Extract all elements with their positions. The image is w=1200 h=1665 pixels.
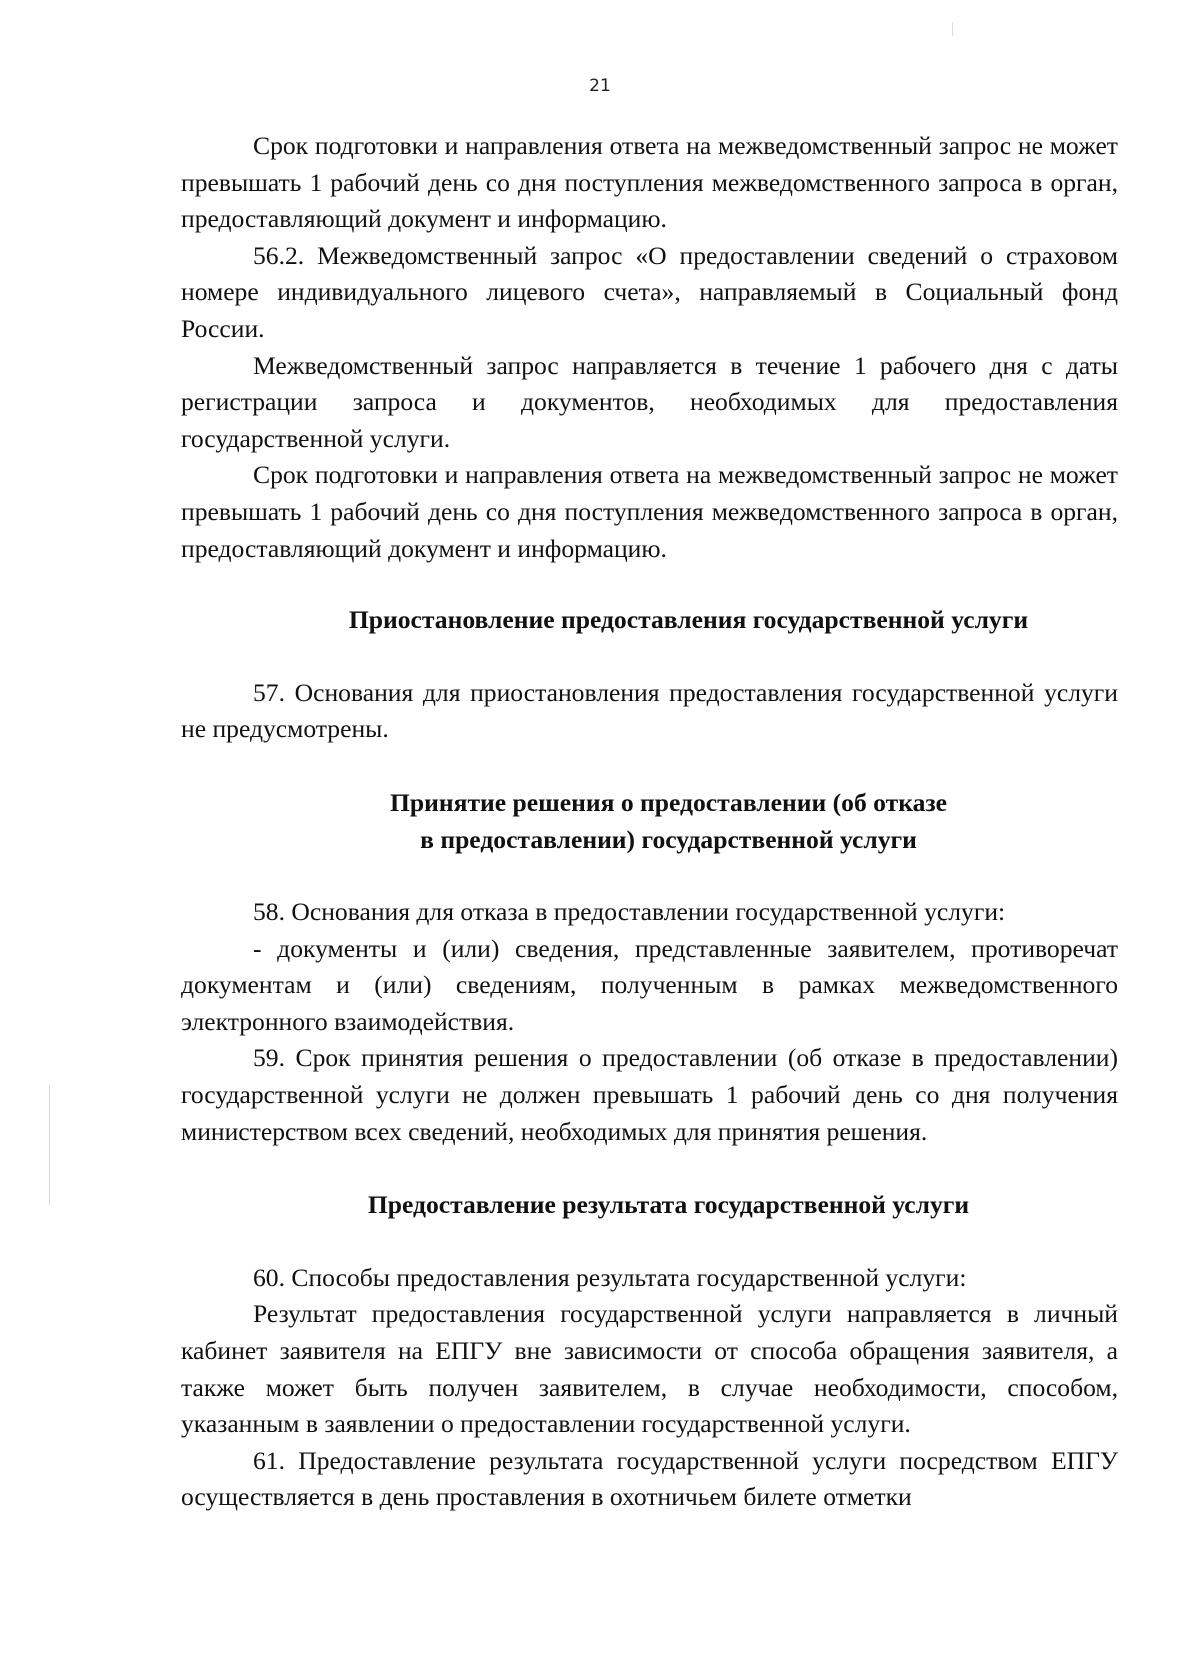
- paragraph-57: 57. Основания для приостановления предоставления государственной услуги не предусмотрены.: [181, 677, 1118, 744]
- paragraph-60-text: Результат предоставления государственной услуги направляется в личный кабинет заявителя на ЕПГУ вне зависимости от способа обращения заявителя, а также может быть получен заявителем, в случае необходимости, способом, указанным в заявлении о предоставлении государственной услуги.: [181, 1299, 1118, 1439]
- paragraph: Межведомственный запрос направляется в течение 1 рабочего дня с даты регистрации запроса и документов, необходимых для предоставления государственной услуги.: [181, 350, 1118, 453]
- paragraph-58-bullet: - документы и (или) сведения, представленные заявителем, противоречат документам и (или) сведениям, полученным в рамках межведомственного электронного взаимодействия.: [181, 933, 1118, 1036]
- section-heading-suspension: Приостановление предоставления государственной услуги: [348, 605, 1029, 635]
- paragraph-58: 58. Основания для отказа в предоставлении государственной услуги:: [253, 897, 1006, 927]
- page-number: 21: [589, 76, 611, 96]
- paragraph-61: 61. Предоставление результата государственной услуги посредством ЕПГУ осуществляется в день проставления в охотничьем билете отметки: [181, 1445, 1118, 1512]
- paragraph: Срок подготовки и направления ответа на межведомственный запрос не может превышать 1 рабочий день со дня поступления межведомственного запроса в орган, предоставляющий документ и информацию.: [181, 460, 1118, 563]
- section-heading-decision-line2: в предоставлении) государственной услуги: [420, 824, 917, 854]
- section-heading-decision: [181, 785, 1118, 858]
- paragraph-59: 59. Срок принятия решения о предоставлении (об отказе в предоставлении) государственной услуги не должен превышать 1 рабочий день со дня получения министерством всех сведений, необходимых для принятия решения.: [181, 1043, 1118, 1146]
- scan-artifact-left: [49, 1085, 50, 1205]
- paragraph-56-2: 56.2. Межведомственный запрос «О предоставлении сведений о страховом номере индивидуального лицевого счета», направляемый в Социальный фонд России.: [181, 240, 1118, 343]
- scan-artifact-top: [952, 22, 953, 36]
- section-heading-decision-line1: Принятие решения о предоставлении (об отказе: [389, 787, 948, 817]
- paragraph-60: 60. Способы предоставления результата государственной услуги:: [253, 1262, 967, 1292]
- paragraph: Срок подготовки и направления ответа на межведомственный запрос не может превышать 1 рабочий день со дня поступления межведомственного запроса в орган, предоставляющий документ и информацию.: [181, 131, 1118, 234]
- document-body: [181, 128, 1118, 1516]
- section-heading-result: Предоставление результата государственной услуги: [367, 1190, 970, 1220]
